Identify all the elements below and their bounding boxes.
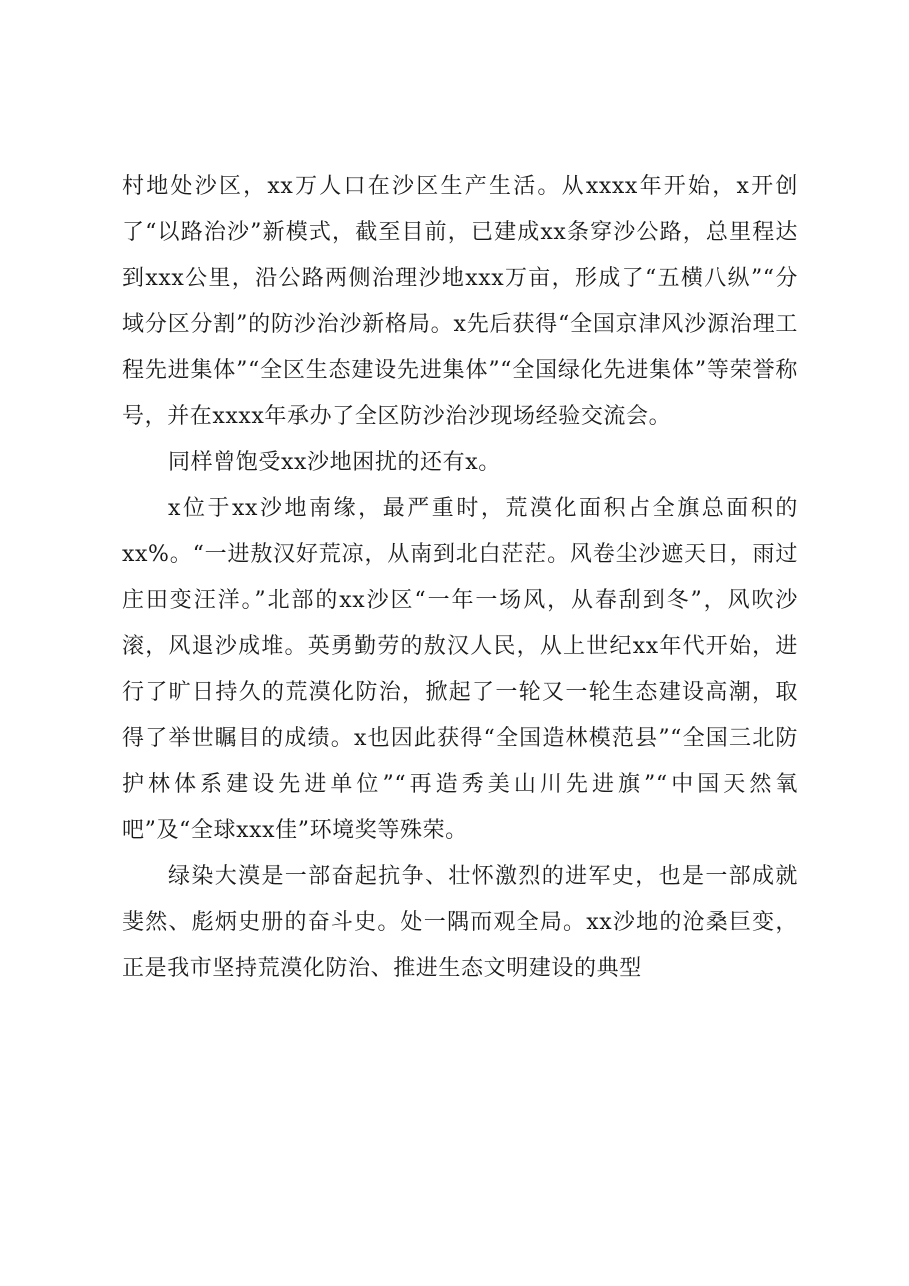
paragraph-4: 绿染大漠是一部奋起抗争、壮怀激烈的进军史，也是一部成就斐然、彪炳史册的奋斗史。处一隅而观全局。xx沙地的沧桑巨变，正是我市坚持荒漠化防治、推进生态文明建设的典型 <box>122 864 798 981</box>
paragraph-3: x位于xx沙地南缘，最严重时，荒漠化面积占全旗总面积的xx%。“一进敖汉好荒凉，从南到北白茫茫。风卷尘沙遮天日，雨过庄田变汪洋。”北部的xx沙区“一年一场风，从春刮到冬”，风吹沙滚，风退沙成堆。英勇勤劳的敖汉人民，从上世纪xx年代开始，进行了旷日持久的荒漠化防治，掀起了一轮又一轮生态建设高潮，取得了举世瞩目的成绩。x也因此获得“全国造林模范县”“全国三北防护林体系建设先进单位”“再造秀美山川先进旗”“中国天然氧吧”及“全球xxx佳”环境奖等殊荣。 <box>122 496 798 843</box>
document-body <box>122 164 798 992</box>
paragraph-1: 村地处沙区，xx万人口在沙区生产生活。从xxxx年开始，x开创了“以路治沙”新模式，截至目前，已建成xx条穿沙公路，总里程达到xxx公里，沿公路两侧治理沙地xxx万亩，形成了“五横八纵”“分域分区分割”的防沙治沙新格局。x先后获得“全国京津风沙源治理工程先进集体”“全区生态建设先进集体”“全国绿化先进集体”等荣誉称号，并在xxxx年承办了全区防沙治沙现场经验交流会。 <box>122 174 798 429</box>
paragraph-2: 同样曾饱受xx沙地困扰的还有x。 <box>168 450 501 475</box>
